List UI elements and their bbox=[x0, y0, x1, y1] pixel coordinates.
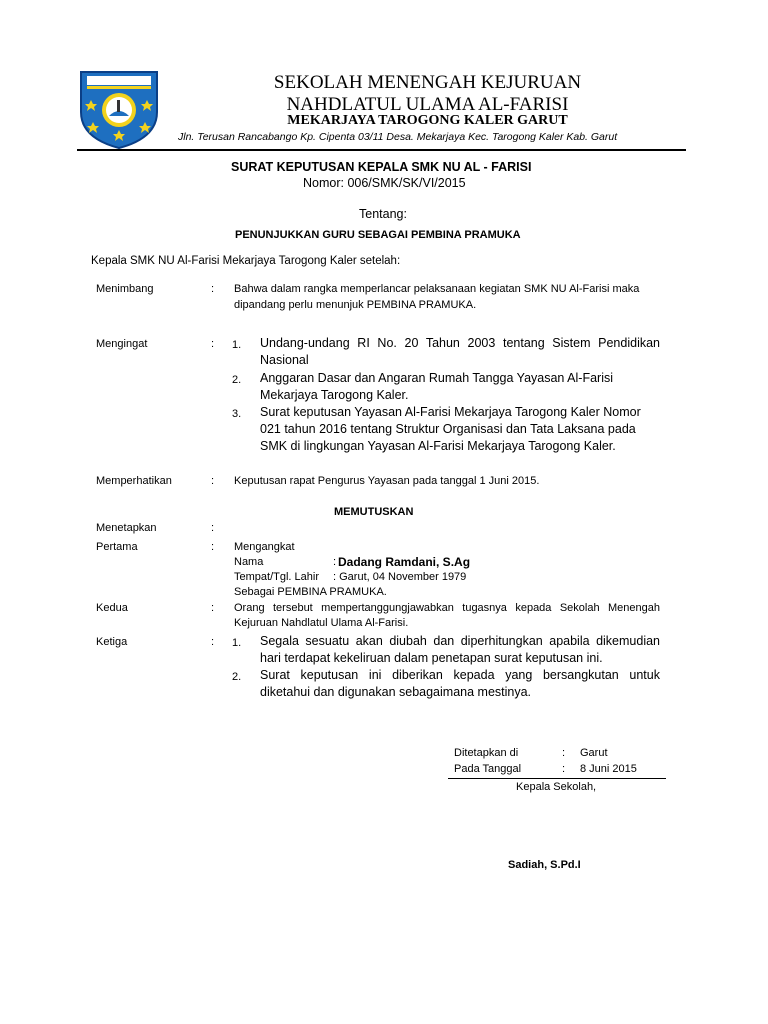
mengingat-item-3-line3: SMK di lingkungan Yayasan Al-Farisi Mekarjaya Tarogong Kaler. bbox=[260, 439, 616, 453]
mengingat-item-2-number: 2. bbox=[232, 374, 242, 386]
ttl-label: Tempat/Tgl. Lahir bbox=[234, 571, 319, 583]
nama-label: Nama bbox=[234, 556, 264, 568]
letterhead-divider bbox=[77, 149, 686, 151]
mengingat-label: Mengingat bbox=[96, 338, 148, 350]
mengingat-item-1-number: 1. bbox=[232, 339, 242, 351]
mengingat-item-3-number: 3. bbox=[232, 408, 242, 420]
mengingat-item-1-line1: Undang-undang RI No. 20 Tahun 2003 tentang Sistem Pendidikan bbox=[260, 336, 660, 350]
ketiga-item-1-line1: Segala sesuatu akan diubah dan diperhitungkan apabila dikemudian bbox=[260, 634, 660, 648]
kedua-colon: : bbox=[211, 602, 215, 614]
ketiga-item-2-number: 2. bbox=[232, 671, 242, 683]
ketiga-colon: : bbox=[211, 636, 215, 648]
intro-text: Kepala SMK NU Al-Farisi Mekarjaya Tarogong Kaler setelah: bbox=[91, 255, 401, 267]
ketiga-item-1-line2: hari terdapat kekeliruan dalam penetapan surat keputusan ini. bbox=[260, 651, 603, 665]
menimbang-label: Menimbang bbox=[96, 283, 154, 295]
school-name-line2: NAHDLATUL ULAMA AL-FARISI bbox=[286, 94, 569, 115]
ttl-value: : Garut, 04 November 1979 bbox=[333, 571, 467, 583]
signature-name: Sadiah, S.Pd.I bbox=[508, 859, 581, 871]
ketiga-item-1-number: 1. bbox=[232, 637, 242, 649]
school-emblem-icon bbox=[77, 66, 161, 150]
mengingat-colon: : bbox=[211, 338, 215, 350]
school-name-line1: SEKOLAH MENENGAH KEJURUAN bbox=[273, 72, 582, 93]
ditetapkan-colon: : bbox=[562, 747, 566, 759]
tentang-label: Tentang: bbox=[359, 207, 407, 221]
memperhatikan-colon: : bbox=[211, 475, 215, 487]
pertama-colon: : bbox=[211, 541, 215, 553]
memperhatikan-text: Keputusan rapat Pengurus Yayasan pada tanggal 1 Juni 2015. bbox=[234, 475, 540, 487]
ketiga-item-2-line2: diketahui dan digunakan sebagaimana mestinya. bbox=[260, 685, 532, 699]
tanggal-label: Pada Tanggal bbox=[454, 763, 522, 775]
decree-subject: PENUNJUKKAN GURU SEBAGAI PEMBINA PRAMUKA bbox=[235, 229, 521, 241]
kedua-line1: Orang tersebut mempertanggungjawabkan tugasnya kepada Sekolah Menengah bbox=[234, 602, 660, 614]
signature-divider bbox=[448, 778, 666, 779]
mengingat-item-2-line1: Anggaran Dasar dan Angaran Rumah Tangga Yayasan Al-Farisi bbox=[260, 371, 614, 385]
kedua-label: Kedua bbox=[96, 602, 128, 614]
mengingat-item-3-line1: Surat keputusan Yayasan Al-Farisi Mekarjaya Tarogong Kaler Nomor bbox=[260, 405, 641, 419]
ketiga-label: Ketiga bbox=[96, 636, 128, 648]
nama-colon: : bbox=[333, 556, 337, 568]
ditetapkan-value: Garut bbox=[580, 747, 608, 759]
ditetapkan-label: Ditetapkan di bbox=[454, 747, 519, 759]
ketiga-item-2-line1: Surat keputusan ini diberikan kepada yang bersangkutan untuk bbox=[260, 668, 660, 682]
kedua-line2: Kejuruan Nahdlatul Ulama Al-Farisi. bbox=[234, 617, 409, 629]
menimbang-line2: dipandang perlu menunjuk PEMBINA PRAMUKA. bbox=[234, 299, 477, 311]
nama-value: Dadang Ramdani, S.Ag bbox=[338, 555, 471, 569]
school-location: MEKARJAYA TAROGONG KALER GARUT bbox=[287, 113, 568, 128]
menimbang-colon: : bbox=[211, 283, 215, 295]
menimbang-line1: Bahwa dalam rangka memperlancar pelaksanaan kegiatan SMK NU Al-Farisi maka bbox=[234, 283, 640, 295]
pertama-label: Pertama bbox=[96, 541, 138, 553]
menetapkan-label: Menetapkan bbox=[96, 522, 157, 534]
signature-position: Kepala Sekolah, bbox=[516, 781, 597, 793]
pertama-line4: Sebagai PEMBINA PRAMUKA. bbox=[234, 586, 387, 598]
pertama-line1: Mengangkat bbox=[234, 541, 295, 553]
mengingat-item-2-line2: Mekarjaya Tarogong Kaler. bbox=[260, 388, 409, 402]
mengingat-item-3-line2: 021 tahun 2016 tentang Struktur Organisasi dan Tata Laksana pada bbox=[260, 422, 636, 436]
mengingat-item-1-line2: Nasional bbox=[260, 353, 309, 367]
tanggal-value: 8 Juni 2015 bbox=[580, 763, 637, 775]
school-address: Jln. Terusan Rancabango Kp. Cipenta 03/11 Desa. Mekarjaya Kec. Tarogong Kaler Kab. Garut bbox=[178, 131, 618, 143]
decree-heading: SURAT KEPUTUSAN KEPALA SMK NU AL - FARISI bbox=[231, 160, 532, 174]
memutuskan-heading: MEMUTUSKAN bbox=[334, 506, 414, 518]
memperhatikan-label: Memperhatikan bbox=[96, 475, 172, 487]
decree-number: Nomor: 006/SMK/SK/VI/2015 bbox=[303, 176, 466, 190]
tanggal-colon: : bbox=[562, 763, 566, 775]
menetapkan-colon: : bbox=[211, 522, 215, 534]
